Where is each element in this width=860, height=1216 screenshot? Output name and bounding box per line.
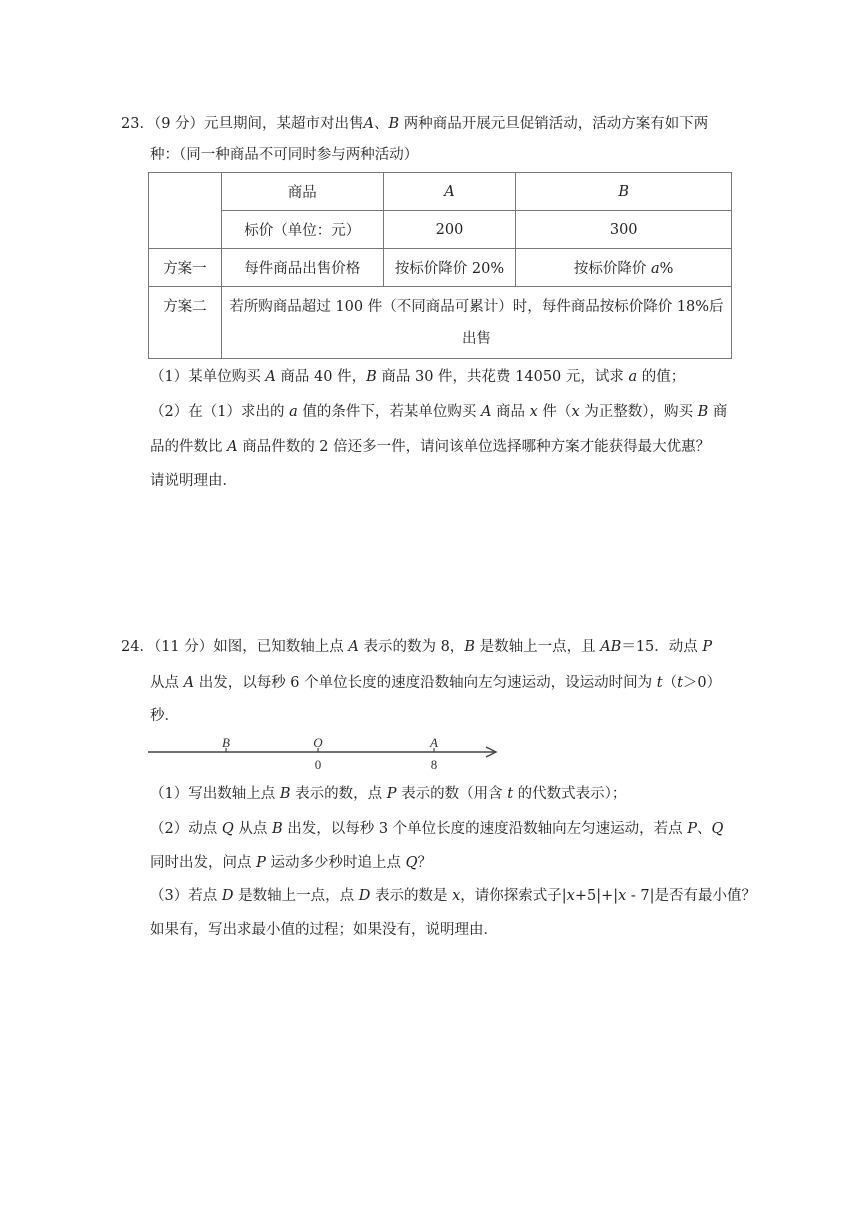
- tick-label-8: 8: [430, 757, 438, 772]
- header-B: B: [516, 173, 732, 211]
- q24-part3-line-1: （3）若点 D 是数轴上一点，点 D 表示的数是 x，请你探索式子|x+5|+|x ‑ 7|是否有最小值？: [150, 888, 757, 904]
- q24-part3-line-2: 如果有，写出求最小值的过程；如果没有，说明理由．: [150, 922, 498, 938]
- var-B: B: [388, 116, 400, 132]
- label-O: O: [313, 735, 323, 750]
- q24-part1: （1）写出数轴上点 B 表示的数，点 P 表示的数（用含 t 的代数式表示）；: [150, 786, 627, 802]
- var-A: A: [363, 116, 375, 132]
- q23-line-1: [121, 114, 708, 134]
- header-A: A: [383, 173, 516, 211]
- tick-label-0: 0: [314, 757, 322, 772]
- q24-line-3: 秒．: [150, 708, 179, 724]
- q23-part2-line-2: 品的件数比 A 商品件数的 2 倍还多一件，请问该单位选择哪种方案才能获得最大优惠？: [150, 439, 711, 455]
- header-goods: 商品: [221, 173, 383, 211]
- table-row: [149, 249, 732, 287]
- table-row: [149, 287, 732, 359]
- q24-line-1: 24．（11 分）如图，已知数轴上点 A 表示的数为 8，B 是数轴上一点，且 AB＝15．动点 P: [121, 639, 713, 655]
- q24-part2-line-2: 同时出发，问点 P 运动多少秒时追上点 Q？: [150, 855, 432, 871]
- q24-line-2: 从点 A 出发，以每秒 6 个单位长度的速度沿数轴向左匀速运动，设运动时间为 t（t＞0）: [150, 675, 722, 691]
- plan1-A: 按标价降价 20%: [383, 249, 516, 287]
- price-B: 300: [516, 211, 732, 249]
- q23-line-2: 种：（同一种商品不可同时参与两种活动）: [150, 147, 419, 163]
- price-label: 标价（单位：元）: [221, 211, 383, 249]
- q23-sep: 、: [374, 116, 389, 132]
- plan2-desc: 若所购商品超过 100 件（不同商品可累计）时，每件商品按标价降价 18%后出售: [221, 287, 731, 359]
- label-B: B: [222, 735, 230, 750]
- promotion-table: [148, 172, 732, 359]
- q23-head-rest: 两种商品开展元旦促销活动，活动方案有如下两: [399, 116, 709, 132]
- number-line-figure: [148, 735, 504, 775]
- plan1-label: 方案一: [149, 249, 222, 287]
- plan2-label: 方案二: [149, 287, 222, 359]
- q24-part2-line-1: （2）动点 Q 从点 B 出发，以每秒 3 个单位长度的速度沿数轴向左匀速运动，若点 P、Q: [150, 821, 724, 837]
- q23-part2-line-1: （2）在（1）求出的 a 值的条件下，若某单位购买 A 商品 x 件（x 为正整数），购买 B 商: [150, 404, 728, 420]
- table-row: [149, 211, 732, 249]
- q23-part1: （1）某单位购买 A 商品 40 件，B 商品 30 件，共花费 14050 元，试求 a 的值；: [150, 369, 686, 385]
- q23-part2-line-3: 请说明理由．: [150, 473, 237, 489]
- table-corner-cell: [149, 173, 222, 249]
- plan1-B: 按标价降价 a%: [516, 249, 732, 287]
- label-A: A: [430, 735, 438, 750]
- price-A: 200: [383, 211, 516, 249]
- q23-head: 23．（9 分）元旦期间，某超市对出售: [121, 116, 364, 132]
- table-row: [149, 173, 732, 211]
- plan1-desc: 每件商品出售价格: [221, 249, 383, 287]
